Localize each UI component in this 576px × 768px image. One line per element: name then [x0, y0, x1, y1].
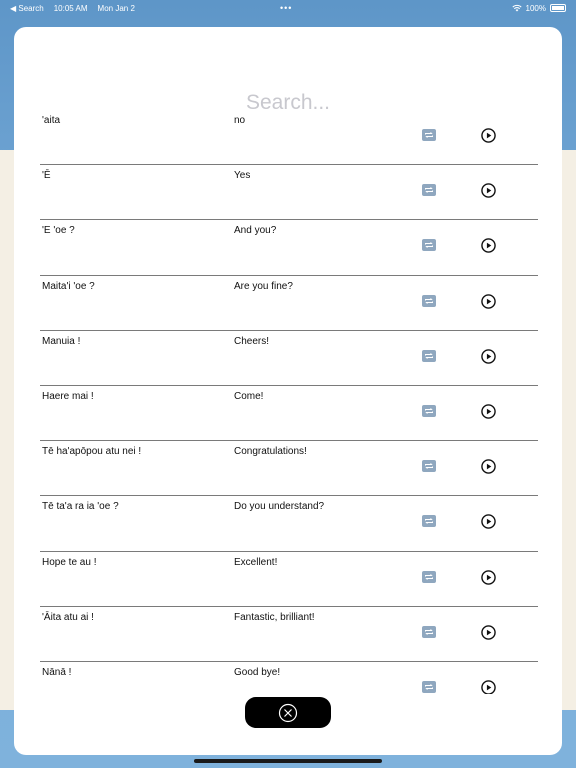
- wifi-icon: [512, 4, 522, 12]
- play-icon[interactable]: [481, 294, 496, 309]
- repeat-button[interactable]: [422, 405, 436, 417]
- phrase-english: Yes: [234, 170, 251, 182]
- phrase-list[interactable]: [40, 110, 538, 694]
- phrase-row[interactable]: [40, 662, 538, 694]
- repeat-button[interactable]: [422, 350, 436, 362]
- status-bar: [0, 0, 576, 16]
- repeat-icon: [424, 462, 434, 470]
- phrase-english: Are you fine?: [234, 280, 293, 292]
- repeat-button[interactable]: [422, 129, 436, 141]
- phrase-native: 'Āita atu ai !: [42, 611, 94, 623]
- repeat-button[interactable]: [422, 184, 436, 196]
- phrase-native: Nānā !: [42, 666, 72, 678]
- repeat-icon: [424, 186, 434, 194]
- play-icon[interactable]: [481, 404, 496, 419]
- repeat-icon: [424, 517, 434, 525]
- repeat-icon: [424, 131, 434, 139]
- phrase-row[interactable]: [40, 386, 538, 441]
- repeat-button[interactable]: [422, 626, 436, 638]
- play-icon[interactable]: [481, 514, 496, 529]
- phrase-english: Do you understand?: [234, 501, 325, 513]
- phrase-row[interactable]: [40, 165, 538, 220]
- play-icon[interactable]: [481, 128, 496, 143]
- close-icon: [278, 703, 298, 723]
- phrase-sheet: [14, 27, 562, 755]
- phrase-row[interactable]: [40, 496, 538, 551]
- play-icon[interactable]: [481, 183, 496, 198]
- phrase-row[interactable]: [40, 220, 538, 275]
- phrase-english: And you?: [234, 225, 277, 237]
- phrase-native: Haere mai !: [42, 390, 94, 402]
- phrase-native: Manuia !: [42, 335, 81, 347]
- phrase-row[interactable]: [40, 607, 538, 662]
- phrase-row[interactable]: [40, 110, 538, 165]
- status-date: Mon Jan 2: [97, 3, 135, 13]
- close-button[interactable]: [245, 697, 331, 728]
- phrase-row[interactable]: [40, 276, 538, 331]
- phrase-english: Come!: [234, 390, 264, 402]
- play-icon[interactable]: [481, 459, 496, 474]
- phrase-native: 'Ē: [42, 170, 51, 182]
- repeat-button[interactable]: [422, 681, 436, 693]
- play-icon[interactable]: [481, 625, 496, 640]
- repeat-icon: [424, 573, 434, 581]
- repeat-button[interactable]: [422, 239, 436, 251]
- phrase-english: Cheers!: [234, 335, 270, 347]
- phrase-row[interactable]: [40, 552, 538, 607]
- phrase-row[interactable]: [40, 441, 538, 496]
- repeat-button[interactable]: [422, 515, 436, 527]
- back-to-search-link[interactable]: ◀ Search: [10, 3, 44, 13]
- phrase-english: Excellent!: [234, 556, 278, 568]
- phrase-native: Hope te au !: [42, 556, 97, 568]
- phrase-english: Congratulations!: [234, 446, 307, 458]
- repeat-icon: [424, 683, 434, 691]
- play-icon[interactable]: [481, 349, 496, 364]
- play-icon[interactable]: [481, 680, 496, 694]
- battery-icon: [550, 4, 566, 12]
- battery-percent: 100%: [525, 3, 546, 13]
- home-indicator[interactable]: [194, 759, 382, 763]
- repeat-icon: [424, 352, 434, 360]
- status-time: 10:05 AM: [53, 3, 88, 13]
- phrase-english: no: [234, 115, 246, 126]
- phrase-english: Fantastic, brilliant!: [234, 611, 315, 623]
- phrase-native: Maita'i 'oe ?: [42, 280, 95, 292]
- repeat-button[interactable]: [422, 295, 436, 307]
- phrase-english: Good bye!: [234, 666, 281, 678]
- play-icon[interactable]: [481, 238, 496, 253]
- phrase-native: Tē ha'apōpou atu nei !: [42, 446, 142, 458]
- play-icon[interactable]: [481, 570, 496, 585]
- phrase-row[interactable]: [40, 331, 538, 386]
- repeat-icon: [424, 628, 434, 636]
- phrase-native: Tē ta'a ra ia 'oe ?: [42, 501, 119, 513]
- repeat-button[interactable]: [422, 460, 436, 472]
- multitask-dots[interactable]: •••: [280, 3, 293, 13]
- repeat-button[interactable]: [422, 571, 436, 583]
- repeat-icon: [424, 407, 434, 415]
- repeat-icon: [424, 241, 434, 249]
- phrase-native: 'E 'oe ?: [42, 225, 75, 237]
- repeat-icon: [424, 297, 434, 305]
- phrase-native: 'aita: [42, 115, 61, 126]
